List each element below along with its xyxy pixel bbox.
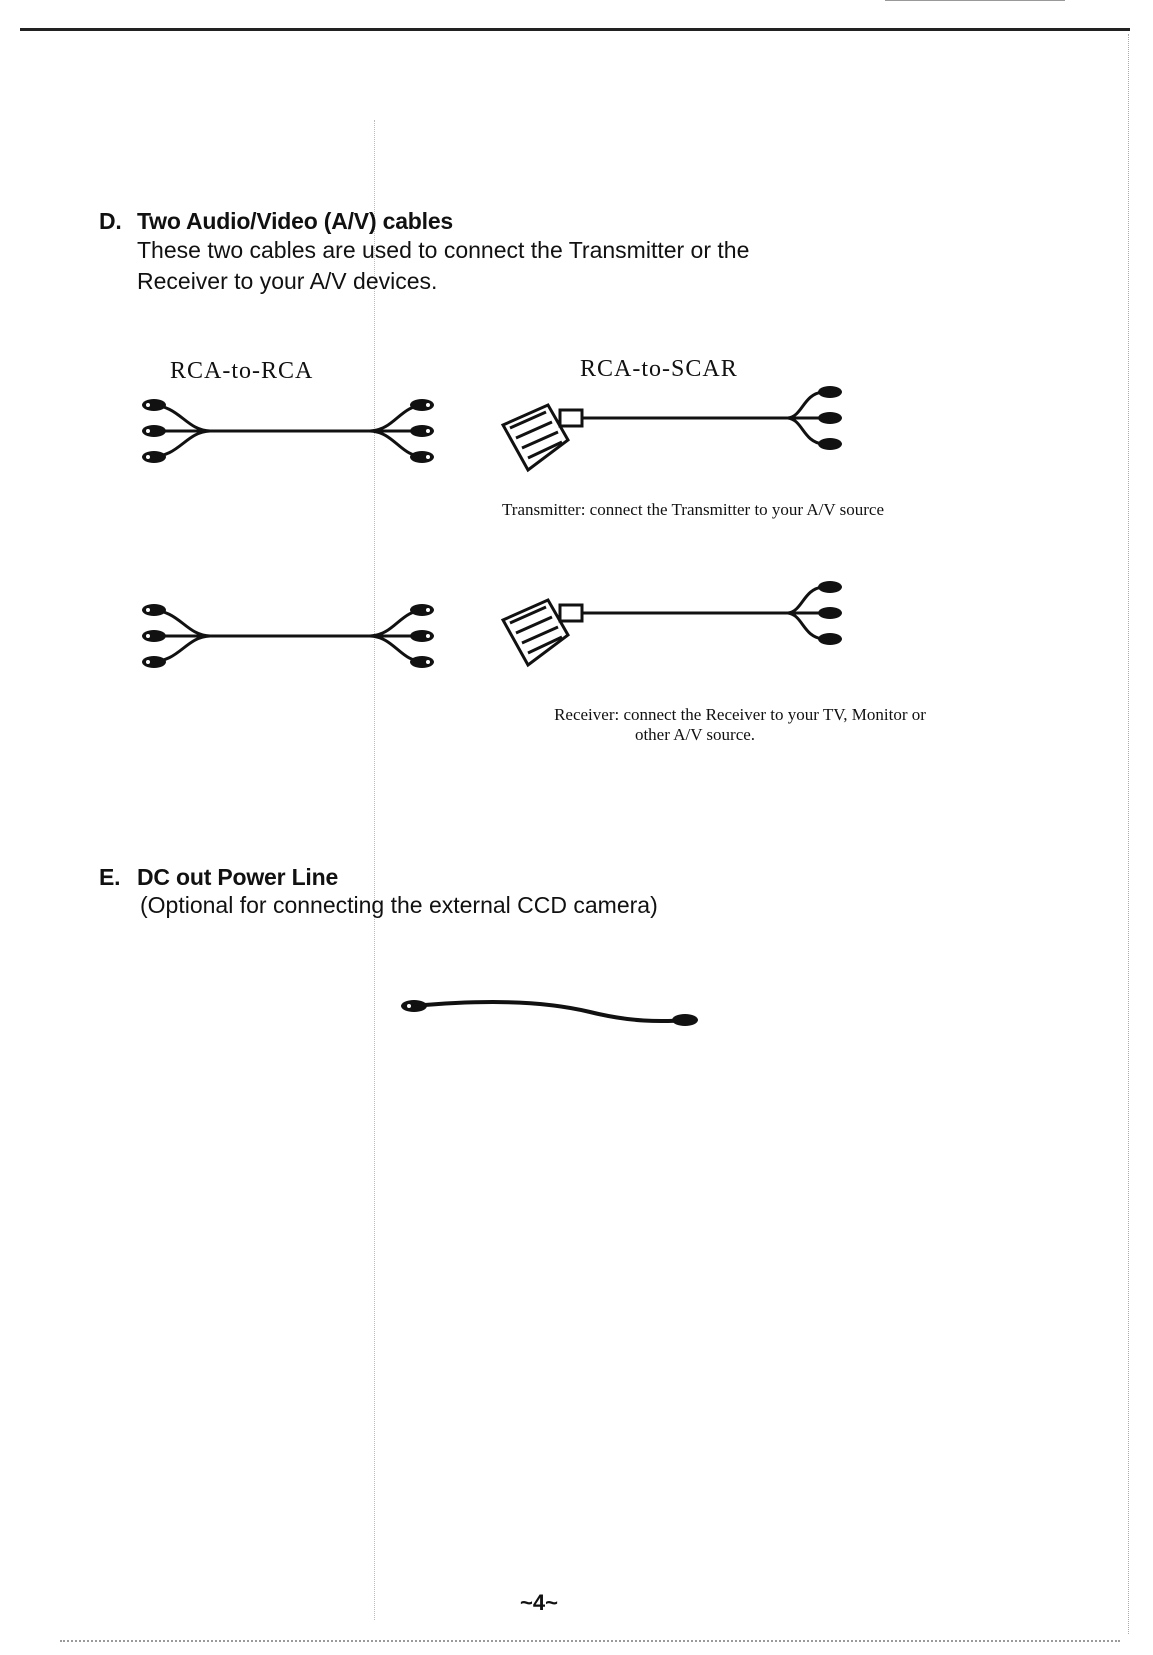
fold-line-scan-artifact [374,120,375,1620]
rca-to-rca-cable-illustration-2 [140,600,440,680]
section-d-line-1: These two cables are used to connect the Transmitter or the [137,237,750,263]
transmitter-note: Transmitter: connect the Transmitter to your A/V source [502,500,884,519]
section-d-letter: D. [99,208,122,234]
rca-to-scar-cable-illustration-2 [498,575,858,675]
rca-to-rca-label: RCA-to-RCA [170,358,314,384]
bottom-edge-scan-artifact [60,1640,1120,1642]
top-edge-line [885,0,1065,1]
section-d-title: Two Audio/Video (A/V) cables [137,208,454,234]
page-number: ~4~ [520,1590,558,1615]
receiver-note-line-1: Receiver: connect the Receiver to your TV, Monitor or [554,705,926,724]
dc-power-line-illustration [400,990,710,1040]
section-d-description [137,235,749,297]
rca-to-scar-label: RCA-to-SCAR [580,356,738,382]
section-e-description [140,890,658,921]
section-e-letter: E. [99,864,121,890]
section-d-heading [99,208,453,235]
receiver-note-line-2: other A/V source. [634,725,756,744]
section-e-line-1: (Optional for connecting the external CCD camera) [140,892,658,918]
section-d-line-2: Receiver to your A/V devices. [137,268,438,294]
rca-to-scar-cable-illustration-1 [498,380,858,480]
header-rule [20,28,1130,31]
page-edge-scan-artifact [1128,34,1129,1634]
receiver-note [500,705,980,745]
rca-to-rca-cable-illustration-1 [140,395,440,475]
section-e-title: DC out Power Line [137,864,339,890]
section-e-heading [99,864,338,891]
